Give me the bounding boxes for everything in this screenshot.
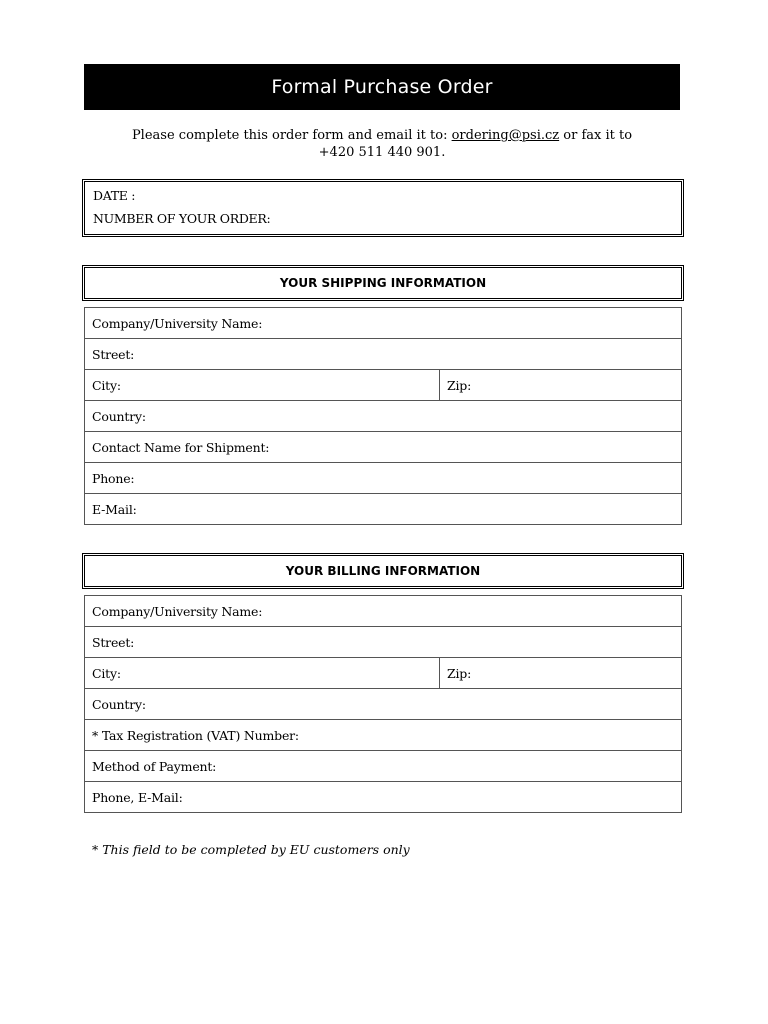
billing-vat-field[interactable]: * Tax Registration (VAT) Number: bbox=[92, 727, 299, 743]
shipping-email-field[interactable]: E-Mail: bbox=[92, 501, 137, 517]
order-number-field[interactable]: NUMBER OF YOUR ORDER: bbox=[93, 211, 271, 226]
table-row bbox=[85, 750, 681, 781]
billing-country-field[interactable]: Country: bbox=[92, 696, 146, 712]
eu-footnote: * This field to be completed by EU customers only bbox=[92, 842, 410, 857]
shipping-company-field[interactable]: Company/University Name: bbox=[92, 315, 263, 331]
table-row bbox=[85, 657, 681, 688]
billing-company-field[interactable]: Company/University Name: bbox=[92, 603, 263, 619]
table-row bbox=[85, 596, 681, 626]
table-row bbox=[85, 719, 681, 750]
page-title bbox=[84, 64, 680, 110]
intro-before: Please complete this order form and email it to: bbox=[131, 128, 452, 143]
shipping-city-field[interactable]: City: bbox=[85, 370, 440, 400]
shipping-zip-field[interactable]: Zip: bbox=[447, 377, 472, 393]
shipping-phone-field[interactable]: Phone: bbox=[92, 470, 135, 486]
billing-street-field[interactable]: Street: bbox=[92, 634, 135, 650]
billing-city-field[interactable]: City: bbox=[85, 658, 440, 688]
billing-zip-field[interactable]: Zip: bbox=[447, 665, 472, 681]
shipping-table bbox=[84, 307, 682, 525]
table-row bbox=[85, 338, 681, 369]
shipping-country-field[interactable]: Country: bbox=[92, 408, 146, 424]
billing-section-header bbox=[82, 553, 684, 589]
shipping-street-field[interactable]: Street: bbox=[92, 346, 135, 362]
intro-text bbox=[84, 127, 680, 161]
table-row bbox=[85, 431, 681, 462]
fax-number: +420 511 440 901. bbox=[318, 145, 446, 160]
table-row bbox=[85, 493, 681, 524]
shipping-section-header bbox=[82, 265, 684, 301]
page-title-text: Formal Purchase Order bbox=[271, 76, 493, 98]
table-row bbox=[85, 308, 681, 338]
shipping-header-text: YOUR SHIPPING INFORMATION bbox=[279, 276, 487, 290]
order-info-box bbox=[82, 179, 684, 237]
billing-header-text: YOUR BILLING INFORMATION bbox=[285, 564, 481, 578]
billing-table bbox=[84, 595, 682, 813]
table-row bbox=[85, 369, 681, 400]
billing-phone-email-field[interactable]: Phone, E-Mail: bbox=[92, 789, 183, 805]
shipping-contact-field[interactable]: Contact Name for Shipment: bbox=[92, 439, 270, 455]
table-row bbox=[85, 688, 681, 719]
order-email-link[interactable]: ordering@psi.cz bbox=[451, 128, 560, 143]
table-row bbox=[85, 781, 681, 812]
table-row bbox=[85, 400, 681, 431]
date-field[interactable]: DATE : bbox=[93, 188, 136, 203]
table-row bbox=[85, 462, 681, 493]
table-row bbox=[85, 626, 681, 657]
billing-payment-field[interactable]: Method of Payment: bbox=[92, 758, 217, 774]
intro-after: or fax it to bbox=[559, 128, 633, 143]
